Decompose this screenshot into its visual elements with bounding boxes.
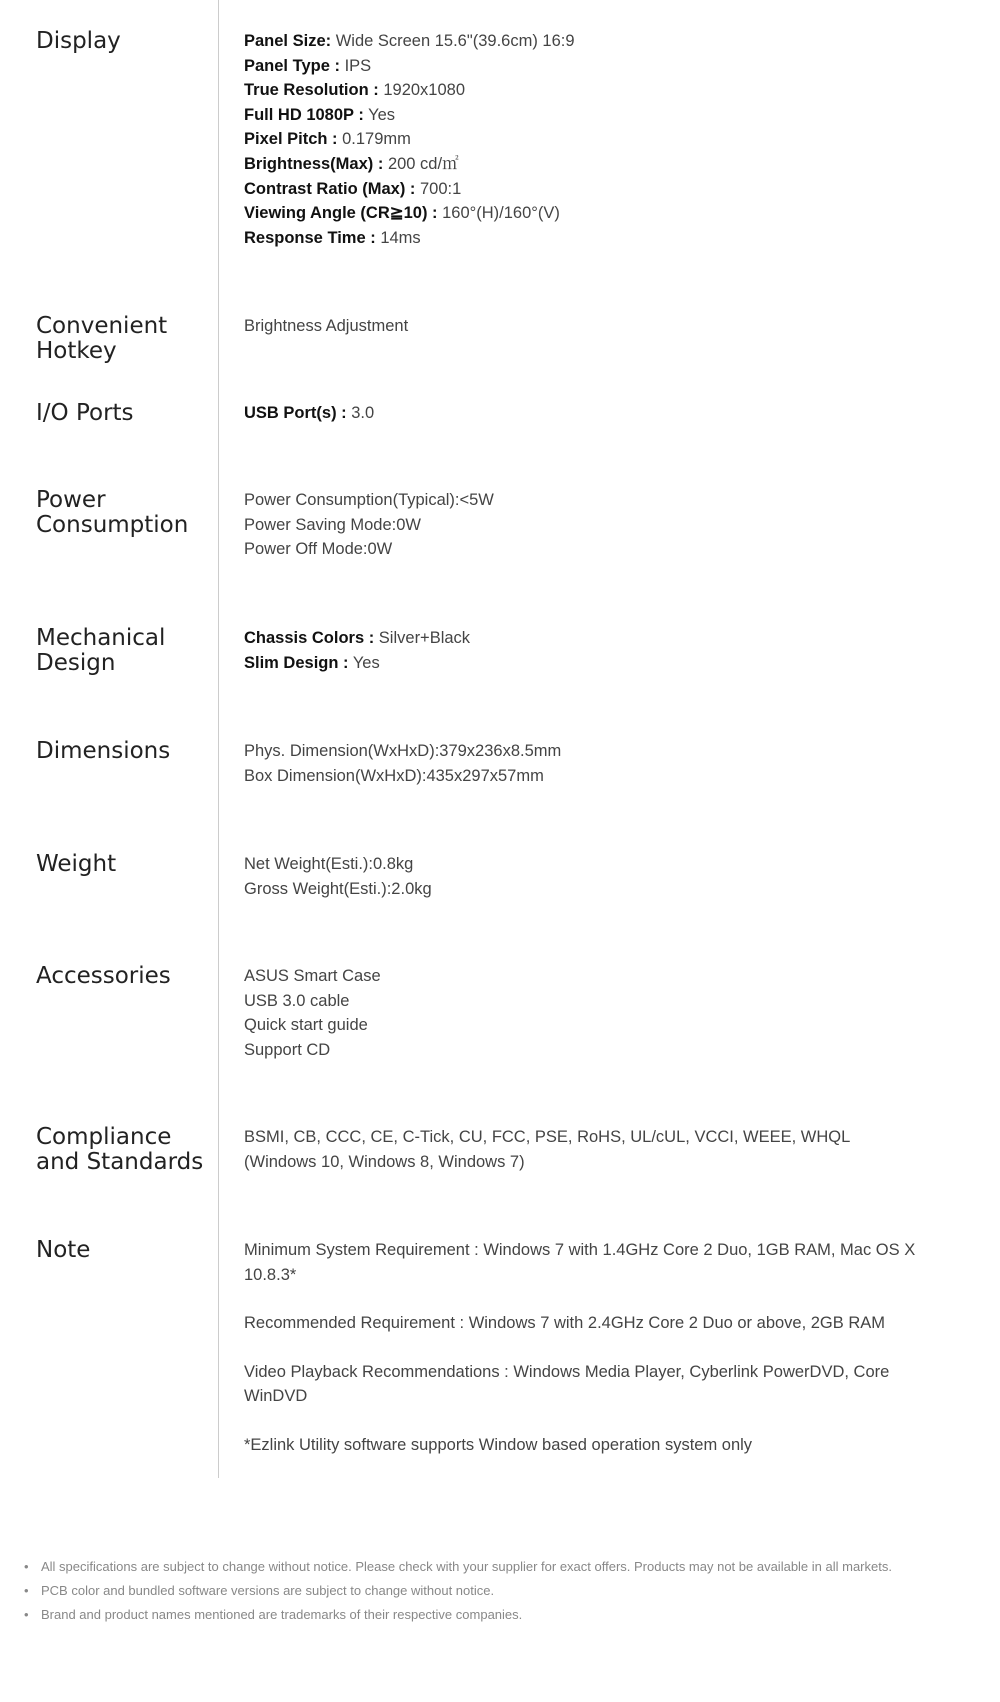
spec-key: Brightness(Max) : (244, 154, 384, 173)
spec-line (244, 152, 924, 177)
spec-line (244, 626, 924, 651)
spec-label: Power Consumption (36, 487, 189, 538)
spec-value (244, 1238, 924, 1482)
spec-val: Yes (348, 653, 380, 672)
spec-value (244, 314, 924, 339)
spec-key: Contrast Ratio (Max) : (244, 179, 416, 198)
spec-line (244, 226, 924, 251)
spec-line: Quick start guide (244, 1016, 368, 1035)
spec-value (244, 488, 924, 562)
spec-key: Viewing Angle (CR≧10) : (244, 204, 438, 223)
spec-key: True Resolution : (244, 81, 379, 100)
spec-value (244, 29, 924, 250)
note-paragraph: Minimum System Requirement : Windows 7 with 1.4GHz Core 2 Duo, 1GB RAM, Mac OS X 10.8.3* (244, 1241, 916, 1284)
footnote-item: • All specifications are subject to change without notice. Please check with your supplier for exact offers. Products may not be available in all markets. (22, 1555, 902, 1579)
spec-value (244, 401, 924, 426)
spec-val: 160°(H)/160°(V) (437, 204, 560, 223)
spec-line: Power Saving Mode:0W (244, 515, 421, 534)
spec-line (244, 201, 924, 226)
spec-line: Net Weight(Esti.):0.8kg (244, 855, 414, 873)
spec-val: 200 cd/㎡ (383, 154, 459, 173)
spec-key: Chassis Colors : (244, 629, 375, 647)
footnote-item: • PCB color and bundled software versions are subject to change without notice. (22, 1579, 902, 1603)
spec-label: Accessories (36, 963, 171, 989)
spec-key: Slim Design : (244, 653, 349, 672)
spec-val: 3.0 (346, 404, 375, 422)
spec-label: I/O Ports (36, 400, 134, 426)
spec-val: 14ms (375, 228, 421, 247)
spec-line (244, 401, 924, 426)
spec-key: Panel Size: (244, 32, 332, 50)
spec-key: Panel Type : (244, 56, 340, 75)
spec-key: Full HD 1080P : (244, 105, 364, 124)
spec-line: Support CD (244, 1040, 331, 1059)
spec-line (244, 177, 924, 202)
spec-line: BSMI, CB, CCC, CE, C-Tick, CU, FCC, PSE, RoHS, UL/cUL, VCCI, WEEE, WHQL (Windows 10, Windows 8, Windows 7) (244, 1128, 850, 1171)
spec-line: Box Dimension(WxHxD):435x297x57mm (244, 766, 544, 785)
spec-line: Gross Weight(Esti.):2.0kg (244, 879, 432, 898)
spec-value (244, 852, 924, 901)
spec-val: Silver+Black (374, 629, 471, 647)
spec-val: Yes (363, 105, 396, 124)
spec-label: Mechanical Design (36, 625, 166, 676)
footnotes-list (22, 1555, 902, 1627)
spec-label: Display (36, 28, 121, 54)
spec-line: Phys. Dimension(WxHxD):379x236x8.5mm (244, 742, 562, 760)
spec-label: Note (36, 1237, 91, 1263)
spec-line: Brightness Adjustment (244, 317, 409, 335)
spec-value (244, 1125, 924, 1174)
spec-val: Wide Screen 15.6"(39.6cm) 16:9 (331, 32, 575, 50)
footnote-item: • Brand and product names mentioned are trademarks of their respective companies. (22, 1603, 902, 1627)
spec-line (244, 651, 924, 676)
spec-line: ASUS Smart Case (244, 967, 381, 985)
note-paragraph: Recommended Requirement : Windows 7 with 2.4GHz Core 2 Duo or above, 2GB RAM (244, 1314, 886, 1333)
spec-val: 0.179mm (337, 130, 411, 149)
note-paragraph: Video Playback Recommendations : Windows Media Player, Cyberlink PowerDVD, Core WinDVD (244, 1362, 890, 1406)
spec-line: Power Consumption(Typical):<5W (244, 491, 494, 509)
spec-line (244, 54, 924, 79)
spec-key: Response Time : (244, 228, 376, 247)
spec-line: Power Off Mode:0W (244, 540, 393, 559)
spec-value (244, 739, 924, 788)
column-divider (218, 0, 219, 1478)
spec-val: 700:1 (415, 179, 462, 198)
spec-val: IPS (339, 56, 372, 75)
spec-key: USB Port(s) : (244, 404, 347, 422)
spec-label: Dimensions (36, 738, 171, 764)
spec-label: Convenient Hotkey (36, 313, 168, 364)
spec-value (244, 964, 924, 1062)
spec-label: Weight (36, 851, 117, 877)
note-paragraph: *Ezlink Utility software supports Window based operation system only (244, 1435, 753, 1454)
spec-line (244, 127, 924, 152)
spec-line: USB 3.0 cable (244, 991, 350, 1010)
spec-line (244, 78, 924, 103)
spec-key: Pixel Pitch : (244, 130, 338, 149)
spec-val: 1920x1080 (378, 81, 466, 100)
spec-line (244, 103, 924, 128)
spec-line (244, 29, 924, 54)
spec-label: Compliance and Standards (36, 1124, 204, 1175)
spec-value (244, 626, 924, 675)
